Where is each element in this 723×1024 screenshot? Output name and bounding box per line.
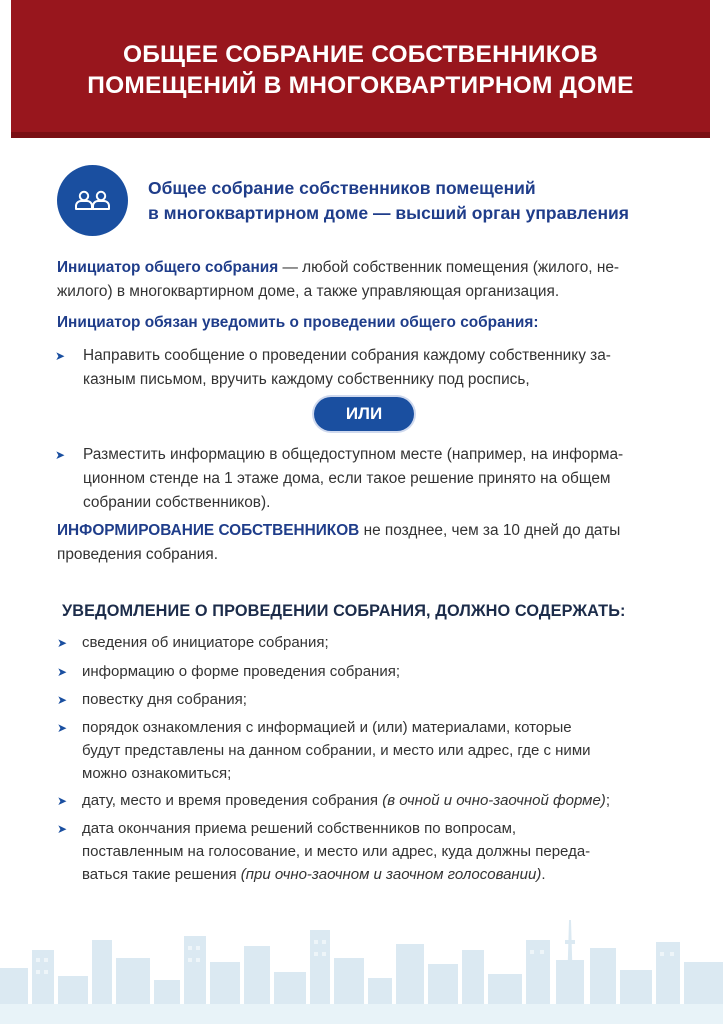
informing-term: ИНФОРМИРОВАНИЕ СОБСТВЕННИКОВ — [57, 522, 360, 539]
notice-item — [82, 716, 692, 785]
header-banner — [11, 0, 710, 138]
notice-item — [82, 817, 692, 886]
notice-item-text: дата окончания приема решений собственников по вопросам, — [82, 820, 517, 837]
or-badge: ИЛИ — [314, 397, 414, 431]
option-1-line-1: Направить сообщение о проведении собрания каждому собственнику за- — [83, 347, 611, 364]
initiator-text-1: — любой собственник помещения (жилого, не- — [278, 259, 620, 276]
notice-item-text: можно ознакомиться; — [82, 765, 232, 782]
initiator-text-2: жилого) в многоквартирном доме, а также управляющая организация. — [57, 283, 560, 300]
option-1-line-2: казным письмом, вручить каждому собственнику под роспись, — [83, 371, 530, 388]
bullet-arrow-icon: ➤ — [57, 665, 68, 679]
notice-item-text: порядок ознакомления с информацией и (или) материалами, которые — [82, 719, 572, 736]
bullet-arrow-icon: ➤ — [55, 448, 66, 462]
intro-line-1: Общее собрание собственников помещений — [148, 178, 536, 198]
title-line-2: ПОМЕЩЕНИЙ В МНОГОКВАРТИРНОМ ДОМЕ — [87, 72, 634, 99]
title-line-1: ОБЩЕЕ СОБРАНИЕ СОБСТВЕННИКОВ — [122, 41, 598, 68]
page-title — [11, 39, 710, 101]
notice-item — [82, 631, 692, 654]
option-2-line-2: ционном стенде на 1 этаже дома, если такое решение принято на общем — [83, 470, 611, 487]
notice-item-text: будут представлены на данном собрании, и место или адрес, где с ними — [82, 742, 591, 759]
notice-item-text: сведения об инициаторе собрания; — [82, 634, 329, 651]
initiator-term: Инициатор общего собрания — [57, 259, 279, 276]
people-icon — [57, 165, 128, 236]
notice-item-end: ; — [605, 792, 610, 809]
notice-item-note: (в очной и очно-заочной форме) — [382, 792, 606, 809]
option-2-line-1: Разместить информацию в общедоступном месте (например, на информа- — [83, 446, 624, 463]
notice-item — [82, 660, 692, 683]
notice-item-text: повестку дня собрания; — [82, 691, 247, 708]
option-2-line-3: собрании собственников). — [83, 494, 271, 511]
bullet-arrow-icon: ➤ — [57, 636, 68, 650]
notice-item-note: (при очно-заочном и заочном голосовании) — [240, 866, 542, 883]
initiator-paragraph — [57, 256, 677, 304]
notice-item — [82, 688, 692, 711]
notice-heading: УВЕДОМЛЕНИЕ О ПРОВЕДЕНИИ СОБРАНИЯ, ДОЛЖНО СОДЕРЖАТЬ: — [62, 602, 626, 620]
intro-statement — [148, 176, 708, 226]
notice-item-text: поставленным на голосование, и место или адрес, куда должны переда- — [82, 843, 591, 860]
option-2 — [83, 443, 683, 515]
notice-item-end: . — [541, 866, 546, 883]
informing-text-1: не позднее, чем за 10 дней до даты — [359, 522, 621, 539]
bullet-arrow-icon: ➤ — [57, 822, 68, 836]
intro-line-2: в многоквартирном доме — высший орган управления — [148, 203, 630, 223]
bullet-arrow-icon: ➤ — [57, 721, 68, 735]
notice-item-text: ваться такие решения — [82, 866, 241, 883]
notice-item — [82, 789, 692, 812]
notice-item-text: информацию о форме проведения собрания; — [82, 663, 400, 680]
obligation-heading: Инициатор обязан уведомить о проведении общего собрания: — [57, 314, 539, 331]
bullet-arrow-icon: ➤ — [55, 349, 66, 363]
bullet-arrow-icon: ➤ — [57, 794, 68, 808]
option-1 — [83, 344, 683, 392]
footer-strip — [0, 1004, 723, 1024]
bullet-arrow-icon: ➤ — [57, 693, 68, 707]
informing-text-2: проведения собрания. — [57, 546, 218, 563]
informing-paragraph — [57, 519, 677, 567]
notice-item-text: дату, место и время проведения собрания — [82, 792, 383, 809]
